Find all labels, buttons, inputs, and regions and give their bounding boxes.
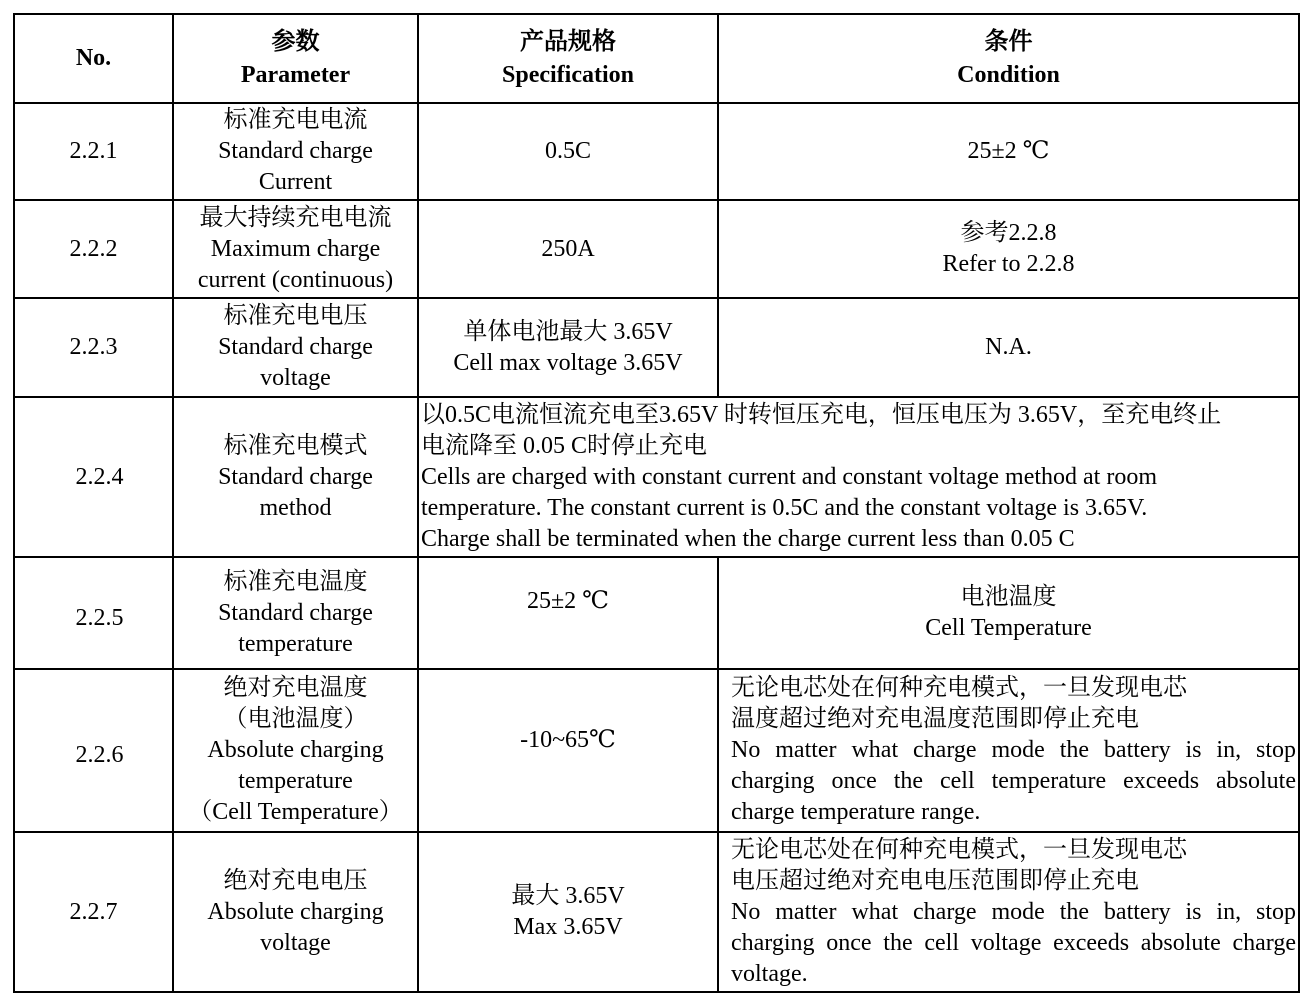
condition-cell: 25±2 ℃: [718, 103, 1299, 200]
parameter-cell: 绝对充电电压 Absolute charging voltage: [173, 832, 418, 992]
parameter-cell: 标准充电电压 Standard charge voltage: [173, 298, 418, 397]
table-row: [14, 557, 1299, 669]
parameter-cell: 绝对充电温度 （电池温度） Absolute charging temperature （Cell Temperature）: [173, 669, 418, 832]
row-number: 2.2.4: [14, 397, 173, 557]
condition-cell: 参考2.2.8 Refer to 2.2.8: [718, 200, 1299, 298]
header-parameter: 参数 Parameter: [173, 14, 418, 103]
specification-cell: 25±2 ℃: [418, 557, 718, 669]
row-number: 2.2.7: [14, 832, 173, 992]
charge-method-cell: 以0.5C电流恒流充电至3.65V 时转恒压充电，恒压电压为 3.65V，至充电终止 电流降至 0.05 C时停止充电 Cells are charged with constant current and constant voltage method at room temperature. The constant current is 0.5C and the constant voltage is 3.65V. Charge shall be terminated when the charge current less than 0.05 C: [418, 397, 1299, 557]
header-specification: 产品规格 Specification: [418, 14, 718, 103]
row-number: 2.2.6: [14, 669, 173, 832]
table-row: [14, 832, 1299, 992]
table-row: [14, 298, 1299, 397]
row-number: 2.2.3: [14, 298, 173, 397]
parameter-cell: 标准充电温度 Standard charge temperature: [173, 557, 418, 669]
table-row: [14, 200, 1299, 298]
table-row: [14, 669, 1299, 832]
condition-cell: 无论电芯处在何种充电模式，一旦发现电芯 电压超过绝对充电电压范围即停止充电 No matter what charge mode the battery is in, stop charging once the cell voltage exceeds absolute charge voltage.: [718, 832, 1299, 992]
table-row: [14, 103, 1299, 200]
specification-cell: 250A: [418, 200, 718, 298]
header-no: No.: [14, 14, 173, 103]
condition-cell: 电池温度 Cell Temperature: [718, 557, 1299, 669]
table-row: [14, 397, 1299, 557]
header-row: [14, 14, 1299, 103]
specification-cell: 最大 3.65V Max 3.65V: [418, 832, 718, 992]
specification-cell: 单体电池最大 3.65V Cell max voltage 3.65V: [418, 298, 718, 397]
parameter-cell: 最大持续充电电流 Maximum charge current (continuous): [173, 200, 418, 298]
specification-cell: 0.5C: [418, 103, 718, 200]
parameter-cell: 标准充电电流 Standard charge Current: [173, 103, 418, 200]
specification-cell: -10~65℃: [418, 669, 718, 832]
row-number: 2.2.1: [14, 103, 173, 200]
row-number: 2.2.2: [14, 200, 173, 298]
row-number: 2.2.5: [14, 557, 173, 669]
condition-cell: N.A.: [718, 298, 1299, 397]
condition-cell: 无论电芯处在何种充电模式，一旦发现电芯 温度超过绝对充电温度范围即停止充电 No matter what charge mode the battery is in, stop charging once the cell temperature exceeds absolute charge temperature range.: [718, 669, 1299, 832]
header-condition: 条件 Condition: [718, 14, 1299, 103]
charging-spec-table: [13, 13, 1300, 993]
parameter-cell: 标准充电模式 Standard charge method: [173, 397, 418, 557]
